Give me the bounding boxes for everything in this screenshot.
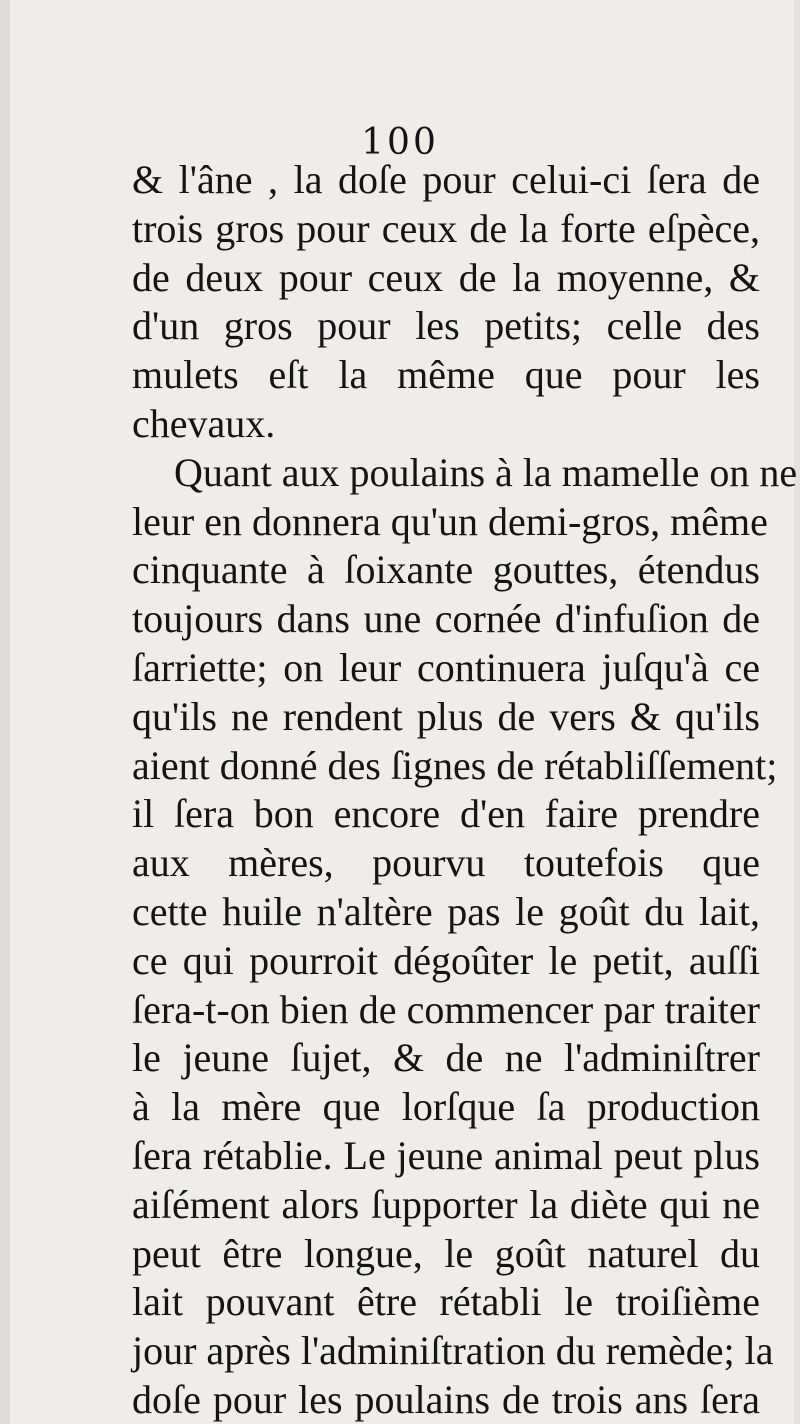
text-line: ſera-t-on bien de commencer par traiter [132,986,760,1032]
text-line: qu'ils ne rendent plus de vers & qu'ils [132,693,760,739]
text-line: & l'âne , la doſe pour celui-ci ſera de [132,157,760,202]
text-line: leur en donnera qu'un demi-gros, même [132,498,768,544]
text-line: peut être longue, le goût naturel du [132,1230,760,1276]
text-line: d'un gros pour les petits; celle des [132,303,760,349]
page-right-edge [794,0,800,1424]
text-line: à la mère que lorſque ſa production [132,1084,760,1130]
text-line: mulets eſt la même que pour les [132,352,760,398]
text-line: le jeune ſujet, & de ne l'adminiſtrer [132,1035,760,1081]
text-line: aux mères, pourvu toutefois que [132,840,760,886]
text-line: aiſément alors ſupporter la diète qui ne [132,1181,760,1227]
text-line: cinquante à ſoixante gouttes, étendus [132,547,760,593]
text-line: doſe pour les poulains de trois ans ſera [132,1376,760,1422]
text-line: trois gros pour ceux de la forte eſpèce, [132,205,760,251]
text-line: cette huile n'altère pas le goût du lait, [132,888,760,934]
text-line: il ſera bon encore d'en faire prendre [132,791,760,837]
text-line: chevaux. [132,400,276,446]
text-line: aient donné des ſignes de rétabliſſement; [132,742,778,788]
text-line: jour après l'adminiſtration du remède; la [132,1328,774,1374]
page-number: 100 [361,122,439,163]
text-line: ſera rétablie. Le jeune animal peut plus [132,1132,760,1178]
text-line: toujours dans une cornée d'infuſion de [132,596,760,642]
text-line: Quant aux poulains à la mamelle on ne [174,449,798,495]
page-left-edge [0,0,10,1424]
text-line: de deux pour ceux de la moyenne, & [132,254,760,300]
text-line: ſarriette; on leur continuera juſqu'à ce [132,644,760,690]
text-line: lait pouvant être rétabli le troiſième [132,1279,760,1325]
text-line: ce qui pourroit dégoûter le petit, auſſi [132,937,760,983]
body-text [132,156,798,1424]
